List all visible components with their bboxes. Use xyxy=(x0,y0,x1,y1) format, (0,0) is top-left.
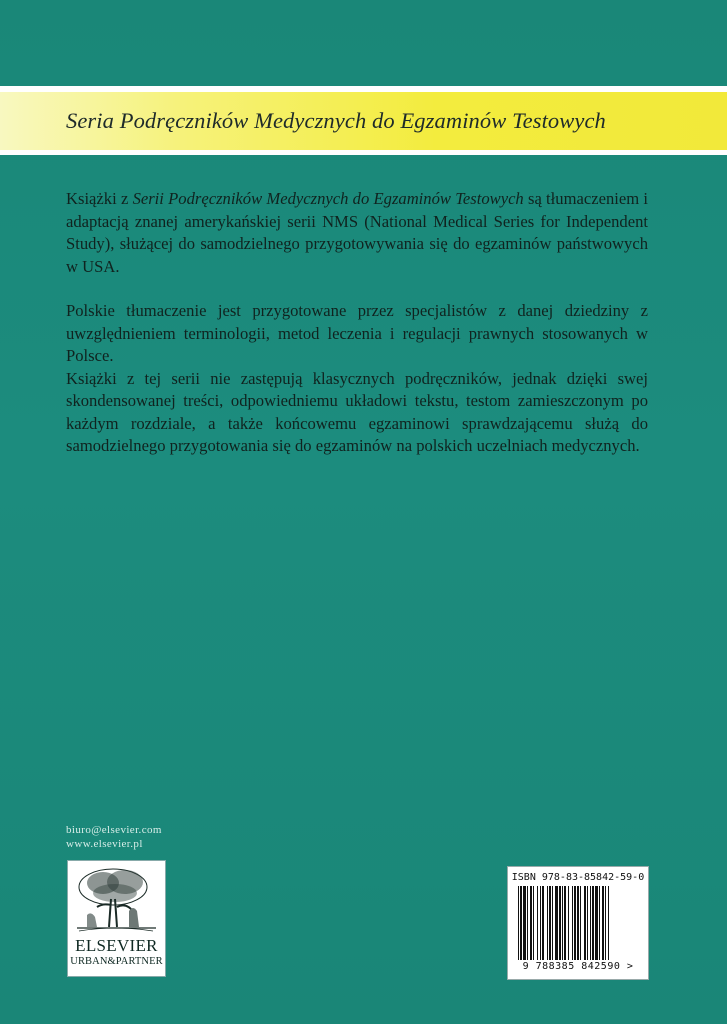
series-title: Seria Podręczników Medycznych do Egzaminów Testowych xyxy=(66,108,606,133)
publisher-name: ELSEVIER xyxy=(75,936,158,955)
ean-number: 9 788385 842590 > xyxy=(522,961,634,972)
publisher-contact xyxy=(66,823,162,851)
isbn-label: ISBN 978-83-85842-59-0 xyxy=(511,872,645,883)
isbn-barcode xyxy=(507,866,649,980)
paragraph-3: Książki z tej serii nie zastępują klasycznych podręczników, jednak dzięki swej skondensowanej treści, odpowiedniemu układowi tekstu, testom zamieszczonym po każdym rozdziale, a także końcowemu egzaminowi sprawdzającemu służą do samodzielnego przygotowania się do egzaminów na polskich uczelniach medycznych. xyxy=(66,368,648,455)
publisher-logo xyxy=(67,860,166,977)
series-banner xyxy=(0,92,727,150)
barcode-bars xyxy=(516,886,640,960)
description-text xyxy=(66,188,648,458)
series-name-italic: Serii Podręczników Medycznych do Egzaminów Testowych xyxy=(132,189,524,208)
paragraph-2: Polskie tłumaczenie jest przygotowane przez specjalistów z danej dziedziny z uwzględnieniem terminologii, metod leczenia i regulacji prawnych stosowanych w Polsce. xyxy=(66,301,648,365)
paragraph-1: Książki z Serii Podręczników Medycznych do Egzaminów Testowych są tłumaczeniem i adaptacją znanej amerykańskiej serii NMS (National Medical Series for Independent Study), służącej do samodzielnego przygotowywania się do egzaminów państwowych w USA. xyxy=(66,189,648,276)
elsevier-tree-icon xyxy=(73,865,160,935)
banner-bottom-rule xyxy=(0,150,727,155)
website-text: www.elsevier.pl xyxy=(66,838,143,850)
email-text: biuro@elsevier.com xyxy=(66,824,162,836)
publisher-imprint: URBAN&PARTNER xyxy=(70,956,163,967)
